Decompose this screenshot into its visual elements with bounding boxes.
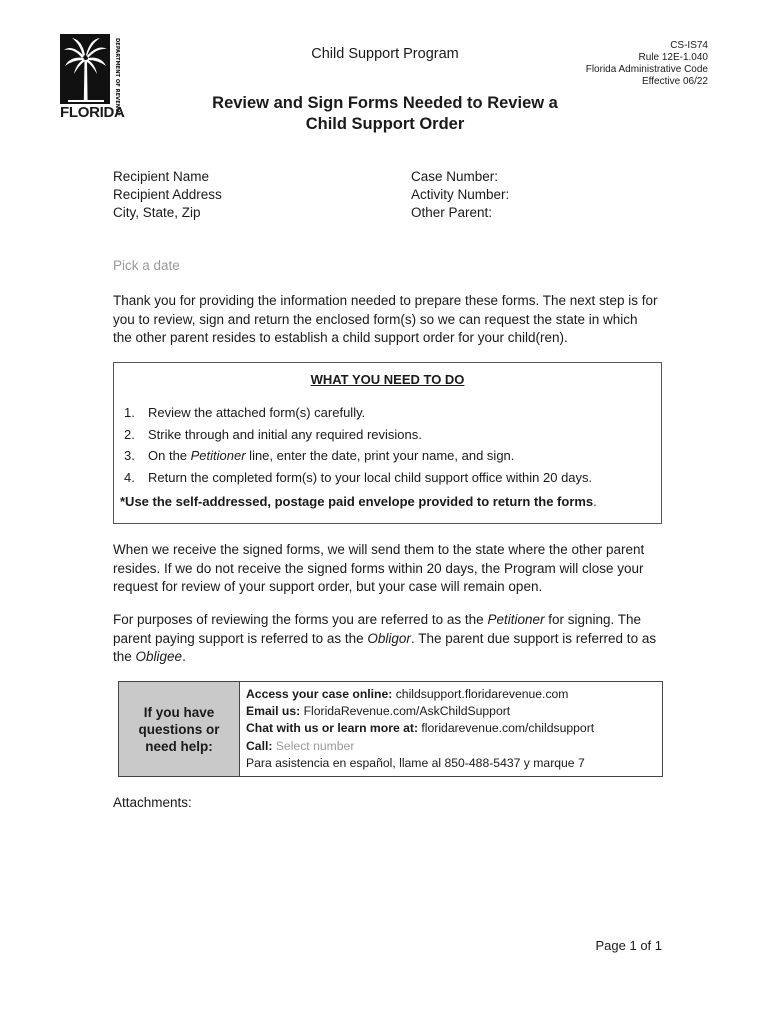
contact-online [246, 686, 594, 703]
chat-link[interactable]: floridarevenue.com/childsupport [418, 721, 595, 736]
obligee-term: Obligee [135, 649, 183, 664]
terms-text: . [182, 649, 186, 664]
contact-label: Call: [246, 738, 273, 753]
form-id: CS-IS74 [670, 40, 708, 51]
recipient-name: Recipient Name [113, 169, 210, 184]
help-label-line: need help: [145, 738, 213, 754]
date-picker-field[interactable]: Pick a date [113, 258, 180, 273]
online-link[interactable]: childsupport.floridarevenue.com [392, 687, 569, 701]
contact-label: Email us: [246, 704, 301, 719]
todo-item [124, 402, 592, 424]
todo-item-number: 4. [124, 469, 135, 485]
recipient-block [113, 168, 222, 222]
todo-item-text: line, enter the date, print your name, and sign. [245, 448, 515, 463]
terms-text: for signing. The parent paying support is referred to as the [113, 612, 642, 646]
title-line-2: Child Support Order [305, 115, 465, 133]
todo-list [124, 402, 592, 488]
help-label-line: If you have [143, 704, 215, 720]
what-you-need-to-do-box [113, 362, 662, 524]
contact-call [246, 738, 594, 755]
other-parent-label: Other Parent: [411, 205, 493, 220]
todo-item [124, 445, 592, 467]
form-code: Florida Administrative Code [585, 64, 708, 75]
contact-email [246, 703, 594, 720]
contact-label: Chat with us or learn more at: [246, 721, 419, 736]
terms-paragraph [113, 611, 658, 667]
help-contacts [240, 682, 594, 776]
help-contact-box [118, 681, 663, 777]
intro-paragraph: Thank you for providing the information needed to prepare these forms. The next step is for you to review, sign and return the enclosed form(s) so we can request the state in which the other parent resides to establish a child support order for your child(ren). [113, 293, 658, 345]
todo-item [124, 467, 592, 489]
logo-text: FLORIDA [60, 104, 125, 121]
todo-item-number: 2. [124, 426, 135, 442]
terms-text: . The parent due support is referred to as the [113, 630, 657, 664]
todo-item-text: On the [148, 448, 191, 463]
todo-heading: WHAT YOU NEED TO DO [310, 372, 465, 387]
todo-item-text: Return the completed form(s) to your local child support office within 20 days. [148, 469, 593, 485]
help-label [119, 682, 240, 776]
page-number: Page 1 of 1 [595, 938, 662, 953]
todo-item-number: 3. [124, 448, 135, 463]
contact-label: Access your case online: [246, 687, 393, 701]
obligor-term: Obligor [367, 630, 411, 646]
attachments-label: Attachments: [113, 795, 192, 810]
logo-side-text: DEPARTMENT OF REVENUE [114, 38, 120, 116]
activity-number-label: Activity Number: [411, 187, 510, 202]
case-number-label: Case Number: [411, 169, 499, 184]
email-link[interactable]: FloridaRevenue.com/AskChildSupport [300, 704, 511, 719]
todo-item-text: Strike through and initial any required revisions. [148, 426, 422, 442]
form-effective: Effective 06/22 [642, 76, 708, 87]
form-reference [586, 40, 708, 88]
todo-item [124, 424, 592, 446]
phone-number-select[interactable]: Select number [272, 738, 355, 753]
case-info-block [411, 168, 509, 222]
page-title [0, 93, 770, 135]
contact-chat [246, 720, 594, 737]
envelope-note-end: . [593, 494, 597, 509]
envelope-note-text: *Use the self-addressed, postage paid envelope provided to return the forms [120, 494, 594, 509]
help-label-line: questions or [138, 721, 220, 737]
after-receipt-paragraph: When we receive the signed forms, we will send them to the state where the other parent resides. If we do not receive the signed forms within 20 days, the Program will close your request for review of your support order, but your case will remain open. [113, 542, 645, 594]
envelope-note [120, 494, 597, 509]
petitioner-term: Petitioner [487, 612, 545, 627]
petitioner-term: Petitioner [190, 448, 246, 463]
contact-spanish: Para asistencia en español, llame al 850-488-5437 y marque 7 [246, 755, 585, 770]
form-rule: Rule 12E-1.040 [638, 52, 708, 63]
program-name: Child Support Program [311, 46, 459, 62]
recipient-address: Recipient Address [113, 187, 222, 202]
recipient-city: City, State, Zip [113, 205, 201, 220]
todo-item-text: Review the attached form(s) carefully. [148, 405, 366, 420]
title-line-1: Review and Sign Forms Needed to Review a [212, 94, 558, 112]
todo-item-number: 1. [124, 405, 135, 420]
terms-text: For purposes of reviewing the forms you are referred to as the [113, 612, 488, 627]
